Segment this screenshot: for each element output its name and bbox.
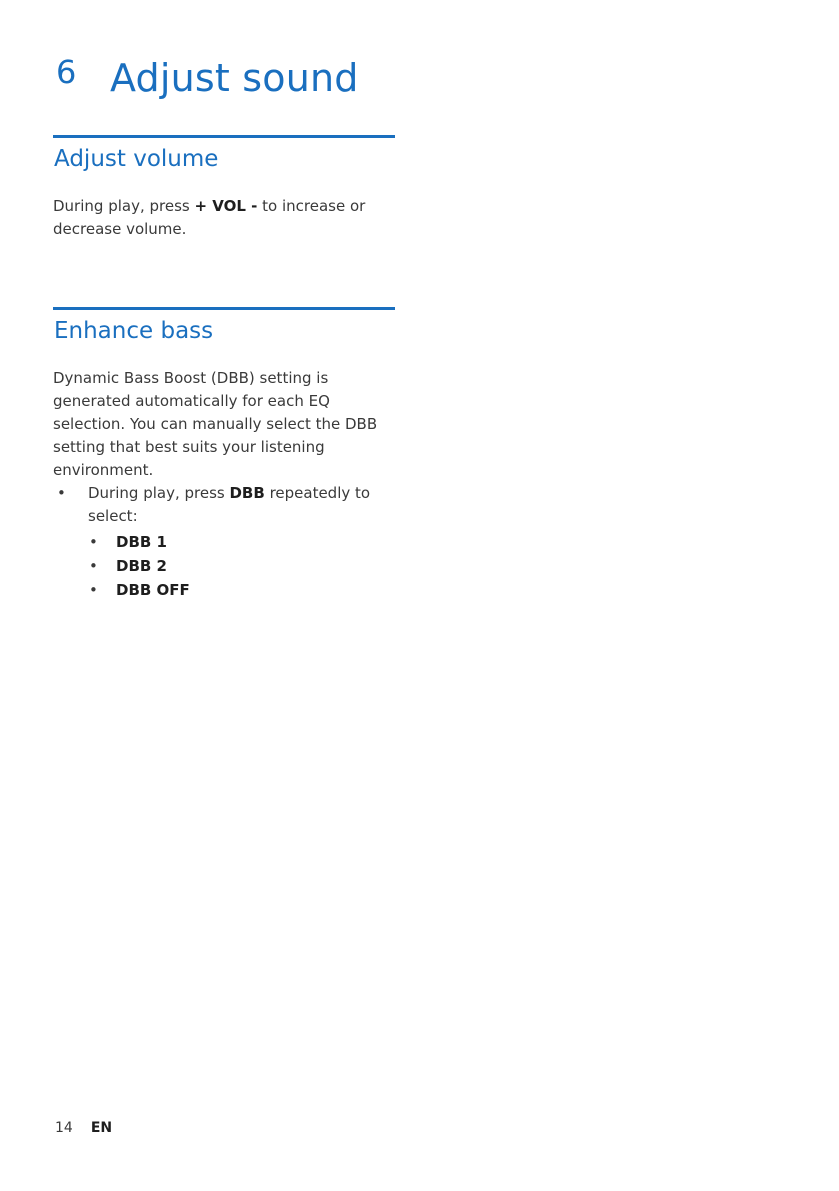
list-item xyxy=(88,578,395,602)
adjust-volume-text-after: to increase or decrease volume. xyxy=(53,197,366,238)
chapter-heading xyxy=(56,52,359,104)
adjust-volume-heading: Adjust volume xyxy=(54,146,219,172)
bullet-icon: • xyxy=(89,533,98,551)
enhance-bass-description: Dynamic Bass Boost (DBB) setting is generated automatically for each EQ selection. You can manually select the DBB setting that best suits your listening environment. xyxy=(53,369,378,479)
list-item xyxy=(88,554,395,578)
dbb-text-after: repeatedly to select: xyxy=(88,484,371,525)
section-divider xyxy=(53,307,395,310)
section-divider xyxy=(53,135,395,138)
dbb-option: DBB OFF xyxy=(116,581,190,599)
adjust-volume-text-before: During play, press xyxy=(53,197,195,215)
enhance-bass-heading: Enhance bass xyxy=(54,318,214,344)
dbb-option: DBB 2 xyxy=(116,557,167,575)
language-code: EN xyxy=(90,1120,113,1136)
dbb-option: DBB 1 xyxy=(116,533,167,551)
adjust-volume-section xyxy=(53,135,395,241)
page-footer xyxy=(55,1118,112,1138)
dbb-instruction-list xyxy=(53,482,395,602)
adjust-volume-text xyxy=(53,195,395,241)
bullet-icon: • xyxy=(89,557,98,575)
enhance-bass-section xyxy=(53,307,395,602)
list-item xyxy=(88,530,395,554)
chapter-number: 6 xyxy=(56,53,77,91)
bullet-icon: • xyxy=(89,581,98,599)
list-item xyxy=(53,482,395,602)
dbb-options-list xyxy=(88,530,395,602)
page-number: 14 xyxy=(55,1120,73,1136)
chapter-title: Adjust sound xyxy=(110,56,359,100)
bullet-icon: • xyxy=(57,484,66,502)
vol-key: + VOL - xyxy=(194,197,258,215)
dbb-text-before: During play, press xyxy=(88,484,230,502)
dbb-key: DBB xyxy=(229,484,265,502)
